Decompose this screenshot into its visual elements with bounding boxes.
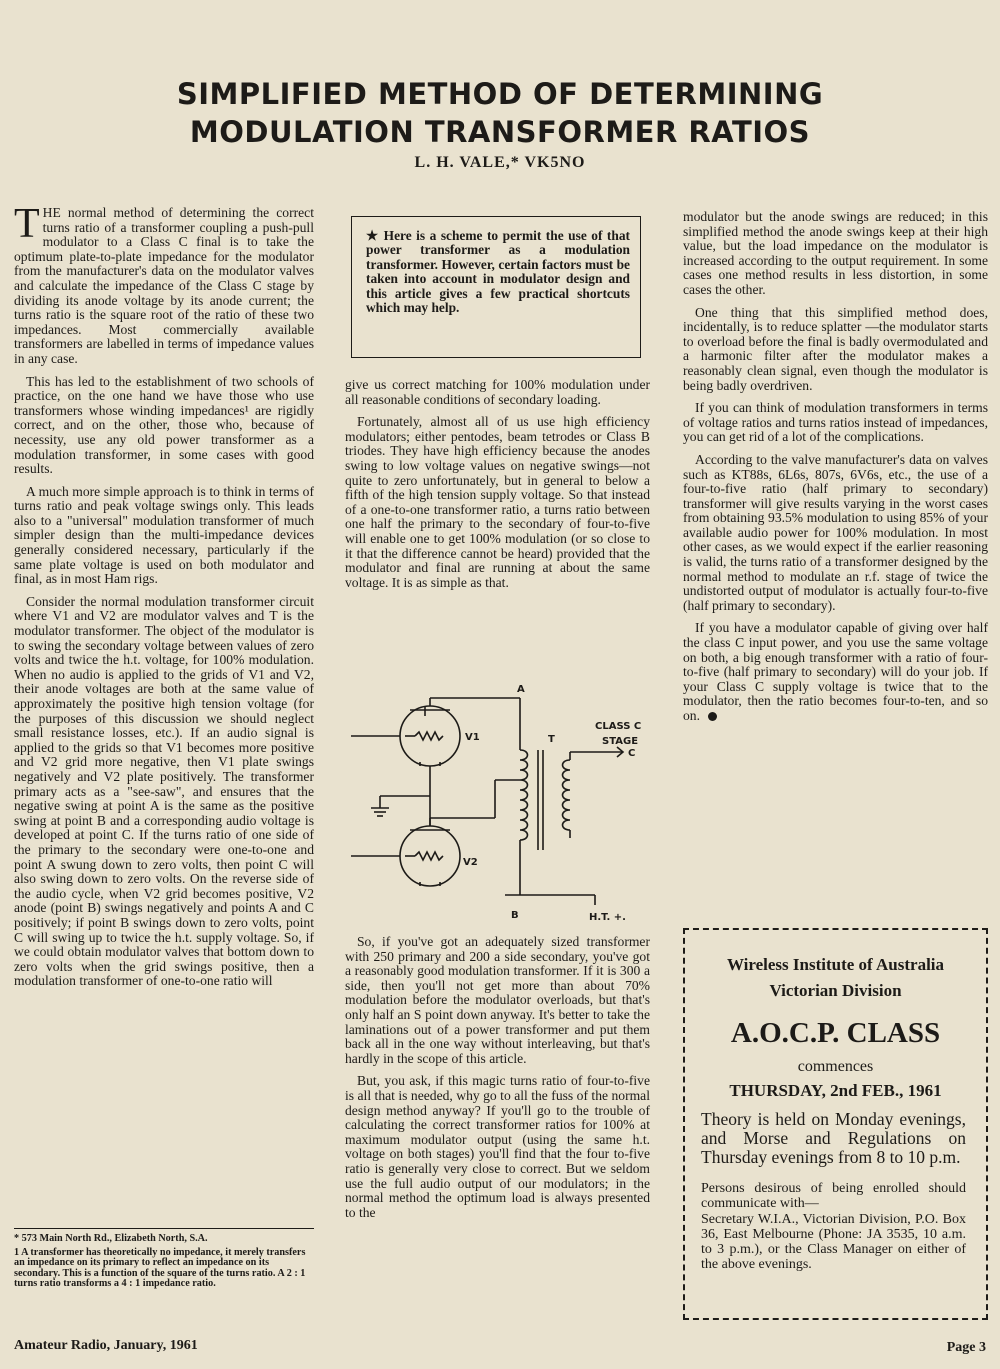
col1-paragraph-2: This has led to the establishment of two schools of practice, on the one hand we have those who use transformers whose winding impedances¹ are rigidly correct, and on the other, those who, because of necessity, use any old power transformer as a modulation transformer, in some cases with good results. xyxy=(14,373,314,477)
label-class-c: CLASS C xyxy=(595,721,642,732)
notice-class-title: A.O.C.P. CLASS xyxy=(730,1017,941,1049)
notice-contact xyxy=(685,1167,986,1272)
footer-publication: Amateur Radio, January, 1961 xyxy=(14,1338,198,1353)
notice-schedule: Theory is held on Monday evenings, and Morse and Regulations on Thursday evenings from 8 to 10 p.m. xyxy=(701,1109,966,1167)
col2-paragraph-2: Fortunately, almost all of us use high efficiency modulators; either pentodes, beam tetrodes or Class B triodes. They have high efficiency because the anodes swing to low voltage values on negative swings—not quite to zero unfortunately, but in general to below a fifth of the high tension supply voltage. So that instead of a one-to-one transformer ratio, a turns ratio between one half the primary to the secondary of four-to-five will enable one to get 100% modulation (or so close to it that the difference cannot be heard) provided that the modulator and final are running at about the same voltage. It is as simple as that. xyxy=(345,414,650,590)
v2-heater xyxy=(415,852,443,860)
label-transformer-t: T xyxy=(548,734,555,745)
notice-commences: commences xyxy=(797,1058,874,1075)
col3-paragraph-5-text: If you have a modulator capable of giving over half the class C input power, and you use the same voltage on both, a big enough transformer with a ratio of four-to-five (half primary to secondary) will do your job. If your Class C supply voltage is twice that to the modulator, then the ratio becomes four-to-ten, and so on. xyxy=(683,620,988,723)
col3-paragraph-2: One thing that this simplified method does, incidentally, is to reduce splatter —the modulator starts to overload before the final is badly overmodulated and a harmonic filter after the modulator makes a reasonably clean signal, even though the modulator is being badly overdriven. xyxy=(683,304,988,393)
footer-page-number: Page 3 xyxy=(946,1340,986,1355)
col1-paragraph-3: A much more simple approach is to think in terms of turns ratio and peak voltage swings only. This leads also to a "universal" modulation transformer of much simpler design than the multi-impedance devices generally considered necessary, particularly if the same plate voltage is used on both modulator and final, as in most Ham rigs. xyxy=(14,483,314,587)
secondary-winding xyxy=(563,760,571,830)
col2-paragraph-3: So, if you've got an adequately sized transformer with 250 primary and 200 a side secondary, you've got a reasonably good modulation transformer. If it is 300 a side, then you'll not get more than about 70% modulation before the modulator overloads, but that's only half an S point down anyway. It's better to take the laminations out of a power transformer and put them back all in the one way without interleaving, but that's hardly in the scope of this article. xyxy=(345,934,650,1066)
end-of-article-mark xyxy=(708,712,717,721)
notice-division: Victorian Division xyxy=(769,981,902,1000)
col3-paragraph-5 xyxy=(683,621,988,723)
col1-paragraph-1 xyxy=(14,201,314,367)
footnote-divider xyxy=(14,1228,314,1229)
footnote-1: 1 A transformer has theoretically no impedance, it merely transfers an impedance on its primary to reflect an impedance on its secondary. This is a function of the square of the turns ratio. A 2 : 1 turns ratio transforms a 4 : 1 impedance ratio. xyxy=(14,1246,306,1290)
notice-organisation: Wireless Institute of Australia xyxy=(726,955,945,974)
column-2-top xyxy=(345,378,650,598)
column-3 xyxy=(683,210,988,732)
notice-enrol-text: Persons desirous of being enrolled should communicate with— xyxy=(701,1181,966,1211)
callout-box: ★ Here is a scheme to permit the use of that power transformer as a modulation transformer. However, certain factors must be taken into account in modulator design and this article gives a few practical shortcuts which may help. xyxy=(351,216,641,358)
byline: L. H. VALE,* VK5NO xyxy=(414,154,586,171)
wia-class-notice xyxy=(683,928,988,1320)
col1-paragraph-4: Consider the normal modulation transformer circuit where V1 and V2 are modulator valves and T is the modulator transformer. The object of the modulator is to swing the secondary voltage between values of zero volts and twice the h.t. voltage, for 100% modulation. When no audio is applied to the grids of V1 and V2, their anode voltages are both at the same value of approximately the positive high tension voltage (for the purposes of this discussion we should neglect small resistance losses, etc.). If an audio signal is applied to the grids so that V1 becomes more positive and V2 grid more negative, then V1 plate swings negatively and V2 plate positively. The transformer primary acts as a "see-saw", and ensures that the negative swing at point A is the same as the positive swing at point B and a corresponding audio voltage is developed at point C. If the turns ratio of one side of the primary to the secondary were one-to-one and point A swung down to zero volts, then point C will also swing down to zero volts. On the reverse side of the audio cycle, when V2 grid becomes positive, V2 anode (point B) swings negatively and points A and C positively; if point B swings down to zero volts, point C will swing up to twice the h.t. supply voltage. So, if we could obtain modulator valves that bottom down to zero volts when the grid swings positive, then a modulation transformer of one-to-one ratio will xyxy=(14,593,314,989)
col2-paragraph-1: give us correct matching for 100% modulation under all reasonable conditions of secondary loading. xyxy=(345,377,650,407)
col3-paragraph-1: modulator but the anode swings are reduced; in this simplified method the anode swings keep at their high value, but the load impedance on the modulator is increased according to the output requirement. In some cases one method results in less distortion, in some cases the other. xyxy=(683,209,988,297)
column-2-bottom xyxy=(345,935,650,1220)
col3-paragraph-4: According to the valve manufacturer's data on valves such as KT88s, 6L6s, 807s, 6V6s, etc., the use of a four-to-five ratio (half primary to secondary) transformer will give results varying in the worst cases from obtaining 93.5% modulation to using 85% of your available audio power for 100% modulation. In most other cases, as we would expect if the earlier reasoning is valid, the turns ratio of a transformer designed by the normal method to modulate an r.f. stage of twice the undistorted output of modulator is actually four-to-five (half primary to secondary). xyxy=(683,451,988,613)
article-title-line-2: MODULATION TRANSFORMER RATIOS xyxy=(189,115,811,149)
footnotes xyxy=(14,1234,314,1293)
label-v1: V1 xyxy=(465,732,480,743)
circuit-diagram xyxy=(345,680,650,925)
label-point-a: A xyxy=(517,684,525,695)
column-1 xyxy=(14,201,314,989)
notice-date: THURSDAY, 2nd FEB., 1961 xyxy=(729,1081,942,1100)
col1-paragraph-1-text: HE normal method of determining the correct turns ratio of a transformer coupling a push-pull modulator to a Class C final is to take the optimum plate-to-plate impedance for the modulator from the manufacturer's data on the modulator valves and calculate the impedance of the Class C stage by dividing its anode voltage by its anode current; the turns ratio is the square root of the ratio of these two impedances. Most commercially available transformers are labelled in terms of impedance values in any case. xyxy=(14,205,314,366)
v1-heater xyxy=(415,732,443,740)
col2-paragraph-4: But, you ask, if this magic turns ratio of four-to-five is all that is needed, why go to all the fuss of the normal design method anyway? If you'll go to the trouble of calculating the correct transformer ratios for 100% at maximum modulator output (using the same h.t. voltage on both stages) you'll find that the four to-five ratio is generally very close to correct. But we seldom use the full audio output of our modulators; in the normal method the optimum load is always presented to the xyxy=(345,1073,650,1220)
primary-winding xyxy=(520,750,528,840)
label-stage: STAGE xyxy=(602,736,639,747)
label-v2: V2 xyxy=(463,857,478,868)
label-ht-plus: H.T. +. xyxy=(589,912,626,923)
notice-secretary-address: Secretary W.I.A., Victorian Division, P.O. Box 36, East Melbourne (Phone: JA 3535, 10 a.m. to 3 p.m.), or the Class Manager on either of the above evenings. xyxy=(701,1212,966,1272)
label-point-b: B xyxy=(511,910,519,921)
col3-paragraph-3: If you can think of modulation transformers in terms of voltage ratios and turns ratios instead of impedances, you can get rid of a lot of the complications. xyxy=(683,400,988,445)
label-point-c: C xyxy=(628,748,636,759)
footnote-author-address: * 573 Main North Rd., Elizabeth North, S.A. xyxy=(14,1233,208,1244)
article-title-line-1: SIMPLIFIED METHOD OF DETERMINING xyxy=(176,77,824,111)
drop-cap: T xyxy=(14,201,40,247)
